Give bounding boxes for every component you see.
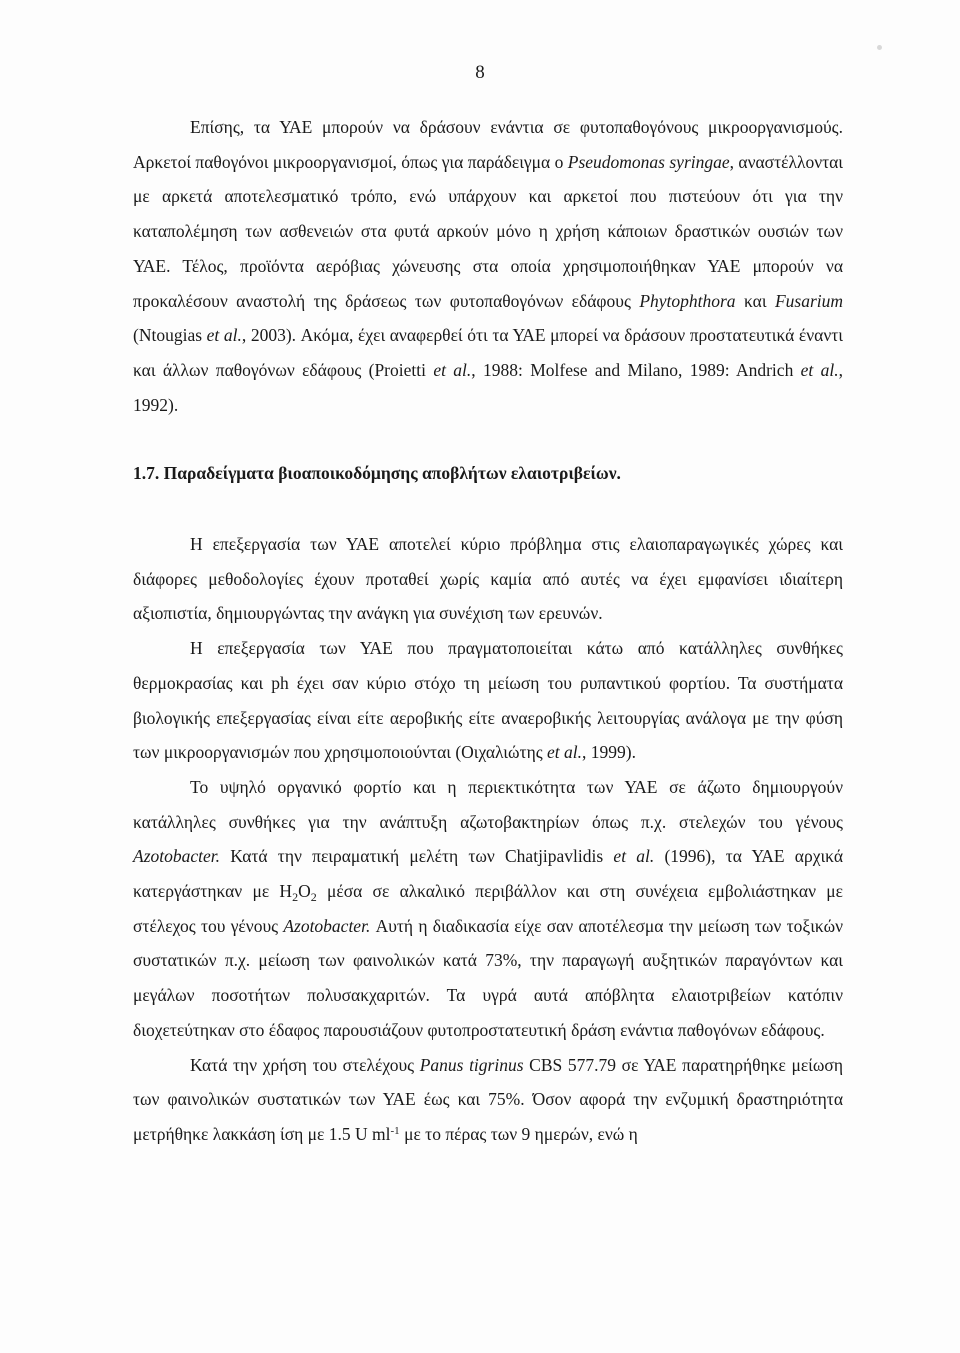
text-span: , 1999). [582,742,636,763]
text-span: , 1992). [133,359,843,415]
citation-et-al: et al. [547,742,583,763]
species-name: Pseudomonas syringae [567,151,730,172]
text-span: Αυτή η διαδικασία είχε σαν αποτέλεσμα την μείωση των τοξικών συστατικών π.χ. μείωση των φαινολικών κατά 73%, την παραγωγή αυξητικών παραγόντων και μεγάλων ποσοτήτων πολυσακχαριτών. Τα υγρά αυτά απόβλητα ελαιοτριβείων κατόπιν διοχετεύτηκαν στο έδαφος παρουσιάζουν φυτοπροστατευτική δράση ενάντια παθογόνων εδάφους. [133,915,843,1040]
text-span: Κατά την πειραματική μελέτη των Chatjipavlidis [220,846,614,867]
text-span: Το υψηλό οργανικό φορτίο και η περιεκτικότητα των ΥΑΕ σε άζωτο δημιουργούν κατάλληλες συνθήκες για την ανάπτυξη αζωτοβακτηρίων όπως π.χ. στελεχών του γένους [133,776,843,832]
species-name: Panus tigrinus [419,1054,524,1075]
paragraph-azotobacter [133,770,843,1048]
citation-et-al: et al. [206,325,242,346]
text-span: μέσα σε αλκαλικό περιβάλλον και στη συνέχεια εμβολιάστηκαν με στέλεχος του γένους [133,881,843,936]
scan-speck [877,45,882,50]
section-heading: 1.7. Παραδείγματα βιοαποικοδόμησης αποβλήτων ελαιοτριβείων. [133,463,621,484]
citation-et-al: et al. [613,846,655,867]
text-span: Κατά την χρήση του στελέχους [190,1054,420,1075]
subscript: 2 [310,890,317,905]
citation-et-al: et al. [433,359,472,380]
paragraph-biological-treatment [133,631,843,770]
text-span: , αναστέλλονται με αρκετά αποτελεσματικό τρόπο, ενώ υπάρχουν και αρκετοί που πιστεύουν ότι για την καταπολέμηση των ασθενειών στα φυτά αρκούν μόνο η χρήση κάποιων δραστικών ουσιών των ΥΑΕ. Τέλος, προϊόντα αερόβιας χώνευσης στα οποία χρησιμοποιήθηκαν ΥΑΕ μπορούν να προκαλέσουν αναστολή της δράσεως των φυτοπαθογόνων εδάφους [133,151,844,311]
text-span: και [735,290,775,311]
body-text [133,110,843,1152]
text-span: (1996), τα ΥΑΕ αρχικά κατεργάστηκαν με H [133,846,844,902]
subscript: 2 [292,890,299,905]
text-span: Η επεξεργασία των ΥΑΕ που πραγματοποιείται κάτω από κατάλληλες συνθήκες θερμοκρασίας και ph έχει σαν κύριο στόχο τη μείωση του ρυπαντικού φορτίου. Τα συστήματα βιολογικής επεξεργασίας είναι είτε αεροβικής είτε αναεροβικής λειτουργίας ανάλογα με την φύση των μικροοργανισμών που χρησιμοποιούνται (Οιχαλιώτης [133,638,843,763]
paragraph-phytopathogens [133,110,843,422]
page-number: 8 [475,62,485,83]
genus-name: Fusarium [774,290,844,311]
text-span: CBS 577.79 σε ΥΑΕ παρατηρήθηκε μείωση των φαινολικών συστατικών των ΥΑΕ έως και 75%. Όσον αφορά την ενζυμική δραστηριότητα μετρήθηκε λακκάση ίση με 1.5 U ml [133,1054,843,1144]
genus-name: Azotobacter. [133,846,221,867]
paragraph-treatment-problem: Η επεξεργασία των ΥΑΕ αποτελεί κύριο πρόβλημα στις ελαιοπαραγωγικές χώρες και διάφορες μεθοδολογίες έχουν προταθεί χωρίς καμία από αυτές να έχει εμφανίσει ιδιαίτερη αξιοπιστία, δημιουργώντας την ανάγκη για συνέχιση των ερευνών. [133,534,843,624]
text-span: (Ntougias [133,325,207,346]
paragraph-panus-tigrinus [133,1048,843,1152]
text-span: O [298,881,311,902]
genus-name: Phytophthora [639,290,736,311]
text-span: , 2003). Ακόμα, έχει αναφερθεί ότι τα ΥΑΕ μπορεί να δράσουν προστατευτικά έναντι και άλλων παθογόνων εδάφους (Proietti [133,325,843,380]
text-span: Επίσης, τα ΥΑΕ μπορούν να δράσουν ενάντια σε φυτοπαθογόνους μικροοργανισμούς. Αρκετοί παθογόνοι μικροοργανισμοί, όπως για παράδειγμα ο [133,117,843,172]
citation-et-al: et al. [800,359,839,380]
text-span: με το πέρας των 9 ημερών, ενώ η [399,1123,638,1144]
text-span: , 1988: Molfese and Milano, 1989: Andrich [471,359,801,380]
genus-name: Azotobacter. [283,915,371,936]
superscript: -1 [390,1124,400,1137]
